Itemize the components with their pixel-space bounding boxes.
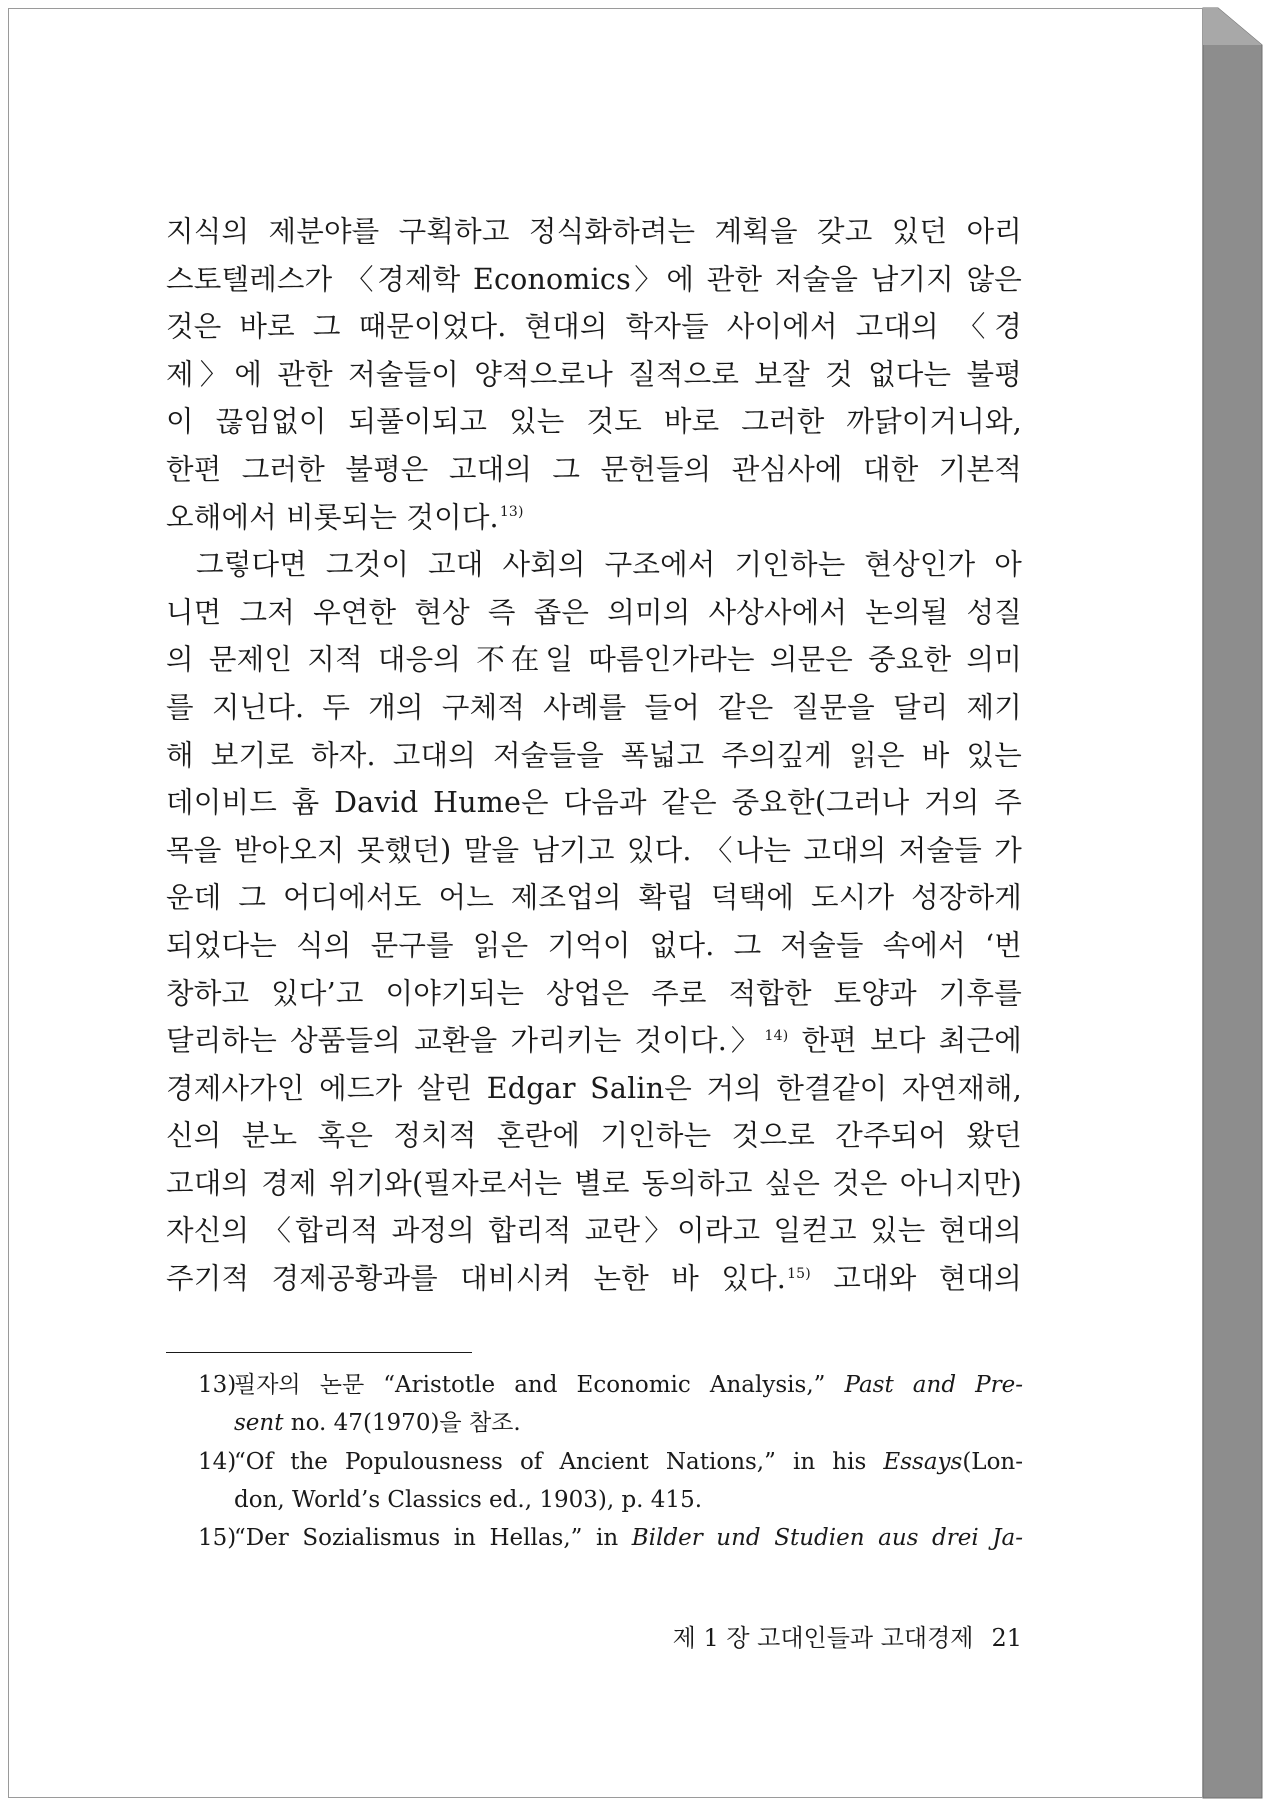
footnote-ref-15: 15) bbox=[787, 1265, 811, 1282]
body-line-18-tail: 한편 보다 최근에 bbox=[788, 1024, 1022, 1058]
footnote-13-number: 13) bbox=[198, 1372, 237, 1398]
body-line-9: 니면 그저 우연한 현상 즉 좁은 의미의 사상사에서 논의될 성질 bbox=[166, 595, 1022, 629]
footnote-ref-14: 14) bbox=[764, 1027, 789, 1044]
body-line-19: 경제사가인 에드가 살린 Edgar Salin은 거의 한결같이 자연재해, bbox=[166, 1071, 1022, 1105]
body-line-1: 지식의 제분야를 구획하고 정식화하려는 계획을 갖고 있던 아리 bbox=[166, 215, 1022, 248]
footnotes bbox=[198, 1366, 1023, 1557]
footnote-14-line-2: don, World’s Classics ed., 1903), p. 415. bbox=[234, 1486, 703, 1513]
chapter-title: 제 1 장 고대인들과 고대경제 bbox=[672, 1624, 974, 1652]
body-line-7 bbox=[166, 494, 1022, 542]
body-line-17: 창하고 있다’고 이야기되는 상업은 주로 적합한 토양과 기후를 bbox=[166, 976, 1022, 1010]
body-line-5: 이 끊임없이 되풀이되고 있는 것도 바로 그러한 까닭이거니와, bbox=[166, 405, 1022, 439]
body-line-14: 목을 받아오지 못했던) 말을 남기고 있다. 〈나는 고대의 저술들 가 bbox=[166, 833, 1022, 867]
body-line-7-text: 오해에서 비롯되는 것이다. bbox=[166, 500, 499, 534]
footnote-13-text: 필자의 논문 “Aristotle and Economic Analysis,” bbox=[234, 1372, 826, 1398]
footnote-ref-13: 13) bbox=[499, 504, 524, 521]
footnote-divider bbox=[166, 1352, 472, 1353]
footnote-14-book: Essays bbox=[883, 1448, 963, 1475]
footnote-15-text: “Der Sozialismus in Hellas,” in bbox=[234, 1525, 619, 1552]
footnote-13-line-1 bbox=[198, 1366, 1023, 1404]
body-line-3: 것은 바로 그 때문이었다. 현대의 학자들 사이에서 고대의 〈경 bbox=[166, 310, 1022, 344]
footnote-13-journal: Past and Pre- bbox=[844, 1372, 1023, 1398]
footnote-14-text: “Of the Populousness of Ancient Nations,” in his bbox=[234, 1448, 867, 1475]
body-line-23-tail: 고대와 현대의 bbox=[810, 1262, 1022, 1296]
body-line-10: 의 문제인 지적 대응의 不在일 따름인가라는 의문은 중요한 의미 bbox=[166, 643, 1022, 677]
body-line-23-text: 주기적 경제공황과를 대비시켜 논한 바 있다. bbox=[166, 1262, 787, 1296]
footnote-14-text-b: (Lon- bbox=[962, 1448, 1024, 1475]
footnote-15-line-1 bbox=[198, 1519, 1023, 1557]
footnote-13-text-cont: no. 47(1970)을 참조. bbox=[290, 1410, 521, 1437]
body-line-4: 제〉에 관한 저술들이 양적으로나 질적으로 보잘 것 없다는 불평 bbox=[166, 357, 1022, 391]
footnote-13-line-2 bbox=[198, 1404, 1023, 1442]
body-line-6: 한편 그러한 불평은 고대의 그 문헌들의 관심사에 대한 기본적 bbox=[166, 452, 1022, 486]
page-number: 21 bbox=[991, 1624, 1022, 1652]
body-line-15: 운데 그 어디에서도 어느 제조업의 확립 덕택에 도시가 성장하게 bbox=[166, 881, 1022, 915]
footnote-15-book: Bilder und Studien aus drei Ja- bbox=[631, 1525, 1023, 1552]
body-line-18-text: 달리하는 상품들의 교환을 가리키는 것이다.〉 bbox=[166, 1024, 764, 1058]
body-line-20: 신의 분노 혹은 정치적 혼란에 기인하는 것으로 간주되어 왔던 bbox=[166, 1119, 1022, 1153]
footnote-14-number: 14) bbox=[198, 1448, 237, 1475]
body-line-23 bbox=[166, 1255, 1022, 1303]
body-text bbox=[166, 208, 1022, 1303]
body-line-12: 해 보기로 하자. 고대의 저술들을 폭넓고 주의깊게 읽은 바 있는 bbox=[166, 738, 1022, 772]
footnote-14-line-1 bbox=[198, 1443, 1023, 1481]
footnote-15-number: 15) bbox=[198, 1525, 237, 1552]
body-line-22: 자신의 〈합리적 과정의 합리적 교란〉이라고 일컫고 있는 현대의 bbox=[166, 1214, 1022, 1248]
body-line-21: 고대의 경제 위기와(필자로서는 별로 동의하고 싶은 것은 아니지만) bbox=[166, 1166, 1022, 1200]
body-line-8: 그렇다면 그것이 고대 사회의 구조에서 기인하는 현상인가 아 bbox=[196, 548, 1022, 582]
footnote-13-journal-cont: sent bbox=[234, 1410, 284, 1437]
body-line-11: 를 지닌다. 두 개의 구체적 사례를 들어 같은 질문을 달리 제기 bbox=[166, 690, 1022, 724]
body-line-18 bbox=[166, 1017, 1022, 1065]
body-line-13: 데이비드 흄 David Hume은 다음과 같은 중요한(그러나 거의 주 bbox=[166, 786, 1022, 820]
running-footer bbox=[610, 1618, 1022, 1658]
body-line-2: 스토텔레스가 〈경제학 Economics〉에 관한 저술을 남기지 않은 bbox=[166, 262, 1022, 296]
body-line-16: 되었다는 식의 문구를 읽은 기억이 없다. 그 저술들 속에서 ‘번 bbox=[166, 928, 1022, 962]
